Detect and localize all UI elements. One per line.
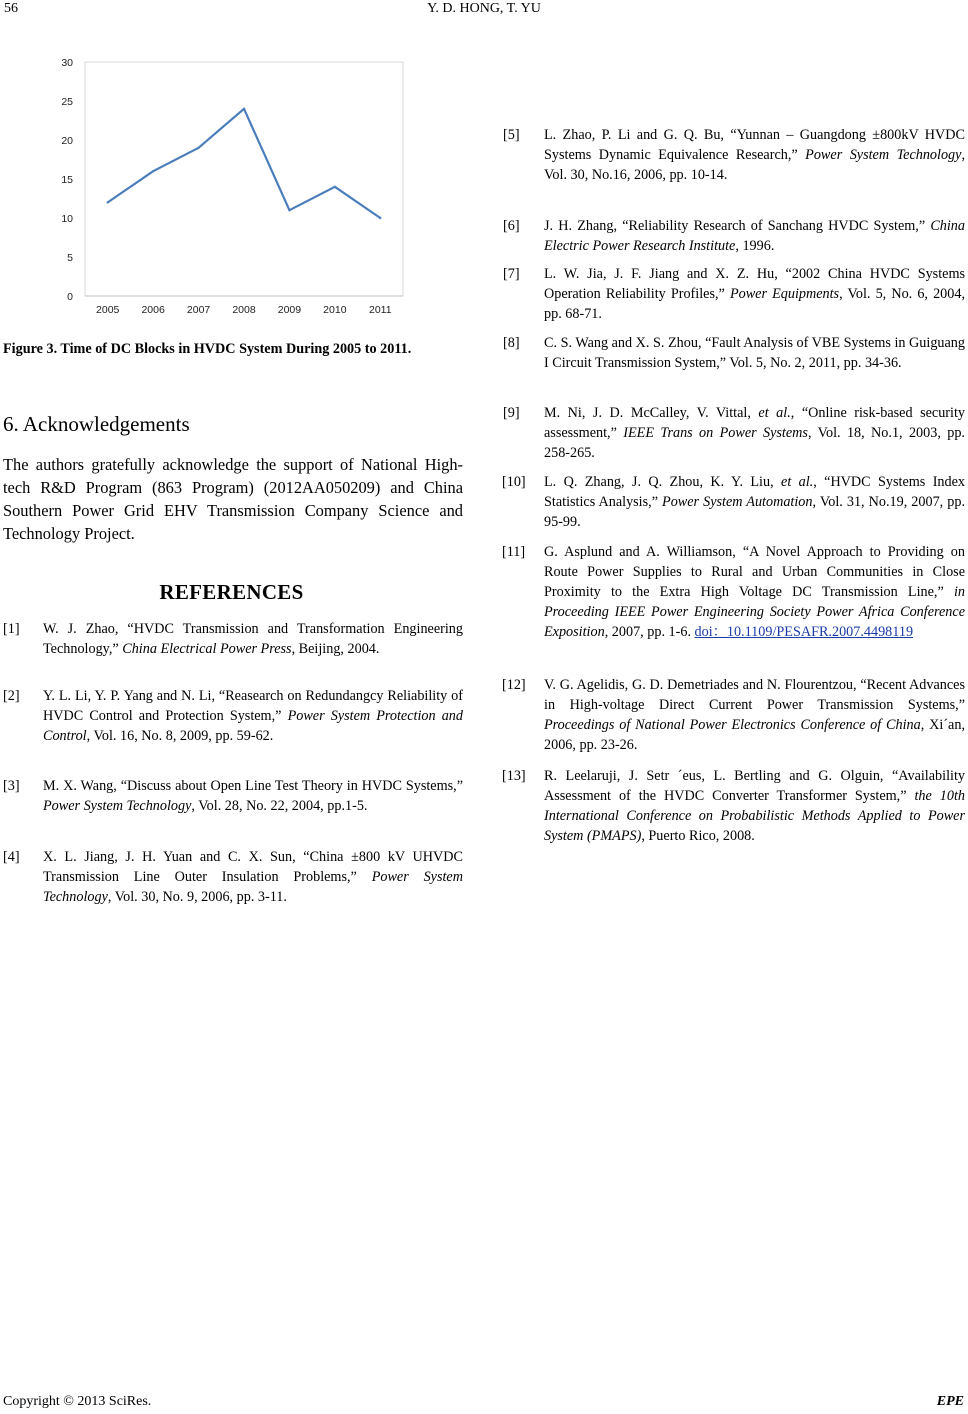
- doi-link[interactable]: doi：10.1109/PESAFR.2007.4498119: [694, 624, 914, 640]
- acknowledgement-text: The authors gratefully acknowledge the support of National High-tech R&D Program (863 Program) (2012AA050209) and China Southern Power Grid EHV Transmission Company Science and Technology Project.: [3, 455, 463, 543]
- reference-segment: , Vol. 30, No. 9, 2006, pp. 3-11.: [107, 889, 287, 905]
- reference-italic: Power System Technology: [805, 147, 962, 163]
- reference-text: [544, 403, 965, 463]
- reference-text: [544, 216, 965, 256]
- reference-text: [43, 686, 463, 746]
- y-tick-label: 25: [61, 96, 73, 108]
- reference-italic: China Electrical Power Press: [122, 641, 292, 657]
- references-title: REFERENCES: [159, 580, 304, 604]
- reference-number: [3]: [3, 778, 20, 794]
- line-chart: [45, 52, 415, 332]
- y-tick-label: 20: [61, 135, 73, 147]
- data-point: [288, 209, 290, 211]
- data-point: [379, 217, 381, 219]
- reference-segment: V. G. Agelidis, G. D. Demetriades and N. Flourentzou, “Recent Advances in High-voltage Direct Current Power Transmission Systems,”: [544, 677, 965, 713]
- reference-segment: R. Leelaruji, J. Setr ´eus, L. Bertling and G. Olguin, “Availability Assessment of the HVDC Converter Transformer System,”: [544, 768, 965, 804]
- reference-number: [5]: [503, 127, 520, 143]
- page-number: 56: [4, 1, 18, 16]
- reference-segment: , 1996.: [735, 238, 775, 254]
- reference-number: [8]: [503, 335, 520, 351]
- y-tick-label: 30: [61, 57, 73, 69]
- reference-segment: J. H. Zhang, “Reliability Research of Sanchang HVDC System,”: [544, 218, 931, 234]
- reference-number: [9]: [503, 405, 520, 421]
- reference-number: [7]: [503, 266, 520, 282]
- reference-text: [43, 847, 463, 907]
- reference-number: [4]: [3, 849, 20, 865]
- y-tick-label: 10: [61, 213, 73, 225]
- reference-segment: X. L. Jiang, J. H. Yuan and C. X. Sun, “China ±800 kV UHVDC Transmission Line Outer Insulation Problems,”: [43, 849, 463, 885]
- reference-italic: Proceedings of National Power Electronics Conference of China: [544, 717, 921, 733]
- reference-italic: the 10th International Conference on Probabilistic Methods Applied to Power System (PMAPS): [544, 788, 965, 844]
- reference-number: [10]: [502, 474, 526, 490]
- reference-text: [544, 472, 965, 532]
- reference-text: [544, 264, 965, 324]
- figure-3-chart: [45, 52, 415, 332]
- reference-segment: , Vol. 30, No.16, 2006, pp. 10-14.: [544, 147, 965, 183]
- data-point: [152, 170, 154, 172]
- reference-italic: et al.: [758, 405, 791, 421]
- reference-number: [12]: [502, 677, 526, 693]
- copyright: Copyright © 2013 SciRes.: [3, 1394, 152, 1409]
- reference-text: [544, 675, 965, 755]
- reference-segment: , Puerto Rico, 2008.: [641, 828, 755, 844]
- reference-number: [11]: [502, 544, 526, 560]
- reference-italic: in Proceeding IEEE Power Engineering Society Power Africa Conference Exposition: [544, 584, 965, 640]
- x-tick-label: 2007: [186, 304, 211, 316]
- figure-caption: Figure 3. Time of DC Blocks in HVDC System During 2005 to 2011.: [3, 341, 412, 357]
- x-tick-label: 2006: [141, 304, 165, 316]
- data-point: [107, 201, 109, 203]
- x-tick-label: 2005: [96, 304, 120, 316]
- reference-italic: IEEE Trans on Power Systems: [623, 425, 808, 441]
- reference-italic: Power System Protection and Control: [43, 708, 463, 744]
- reference-segment: L. Q. Zhang, J. Q. Zhou, K. Y. Liu,: [544, 474, 782, 490]
- reference-segment: W. J. Zhao, “HVDC Transmission and Transformation Engineering Technology,”: [43, 621, 463, 657]
- reference-segment: G. Asplund and A. Williamson, “A Novel Approach to Providing on Route Power Supplies to Rural and Urban Communities in Close Proximity to the Extra High Voltage DC Transmission Line,”: [544, 544, 965, 600]
- reference-number: [6]: [503, 218, 520, 234]
- reference-segment: , 2007, pp. 1-6.: [604, 624, 695, 640]
- running-head: Y. D. HONG, T. YU: [427, 1, 541, 16]
- reference-number: [2]: [3, 688, 20, 704]
- reference-segment: , “Online risk-based security assessment,”: [544, 405, 965, 441]
- x-tick-label: 2011: [368, 304, 392, 316]
- reference-text: [43, 776, 463, 816]
- reference-italic: Power Equipments: [729, 286, 840, 302]
- reference-number: [1]: [3, 621, 20, 637]
- reference-text: [544, 333, 965, 373]
- reference-text: [544, 766, 965, 846]
- reference-segment: , Vol. 31, No.19, 2007, pp. 95-99.: [544, 494, 965, 530]
- y-tick-label: 5: [67, 252, 73, 264]
- reference-segment: , Vol. 5, No. 6, 2004, pp. 68-71.: [544, 286, 965, 322]
- reference-segment: , Vol. 16, No. 8, 2009, pp. 59-62.: [86, 728, 274, 744]
- reference-text: [544, 125, 965, 185]
- reference-segment: , “HVDC Systems Index Statistics Analysis,”: [544, 474, 965, 510]
- section-title: 6. Acknowledgements: [3, 412, 190, 436]
- data-point: [243, 108, 245, 110]
- reference-segment: C. S. Wang and X. S. Zhou, “Fault Analysis of VBE Systems in Guiguang I Circuit Transmission System,” Vol. 5, No. 2, 2011, pp. 34-36.: [544, 335, 965, 371]
- reference-text: [43, 619, 463, 659]
- x-tick-label: 2008: [232, 304, 256, 316]
- reference-italic: China Electric Power Research Institute: [544, 218, 965, 254]
- x-tick-label: 2010: [323, 304, 347, 316]
- journal-abbrev: EPE: [936, 1394, 964, 1409]
- reference-segment: L. Zhao, P. Li and G. Q. Bu, “Yunnan – Guangdong ±800kV HVDC Systems Dynamic Equivalence Research,”: [544, 127, 965, 163]
- plot-area: [85, 62, 403, 296]
- reference-italic: Power System Technology: [43, 869, 463, 905]
- reference-italic: Power System Technology: [43, 798, 192, 814]
- reference-italic: Power System Automation: [662, 494, 813, 510]
- data-point: [197, 147, 199, 149]
- reference-segment: M. X. Wang, “Discuss about Open Line Test Theory in HVDC Systems,”: [43, 778, 463, 794]
- y-tick-label: 0: [67, 291, 73, 303]
- reference-segment: Y. L. Li, Y. P. Yang and N. Li, “Reasearch on Redundangcy Reliability of HVDC Control and Protection System,”: [43, 688, 463, 724]
- reference-segment: , Vol. 18, No.1, 2003, pp. 258-265.: [544, 425, 965, 461]
- reference-segment: , Beijing, 2004.: [291, 641, 380, 657]
- data-point: [334, 186, 336, 188]
- y-tick-label: 15: [61, 174, 73, 186]
- reference-segment: M. Ni, J. D. McCalley, V. Vittal,: [544, 405, 759, 421]
- reference-segment: , Xi´an, 2006, pp. 23-26.: [544, 717, 965, 753]
- reference-italic: et al.: [781, 474, 814, 490]
- reference-number: [13]: [502, 768, 526, 784]
- reference-segment: , Vol. 28, No. 22, 2004, pp.1-5.: [191, 798, 368, 814]
- reference-segment: L. W. Jia, J. F. Jiang and X. Z. Hu, “2002 China HVDC Systems Operation Reliability Profiles,”: [544, 266, 965, 302]
- x-tick-label: 2009: [277, 304, 302, 316]
- reference-text: [544, 542, 965, 642]
